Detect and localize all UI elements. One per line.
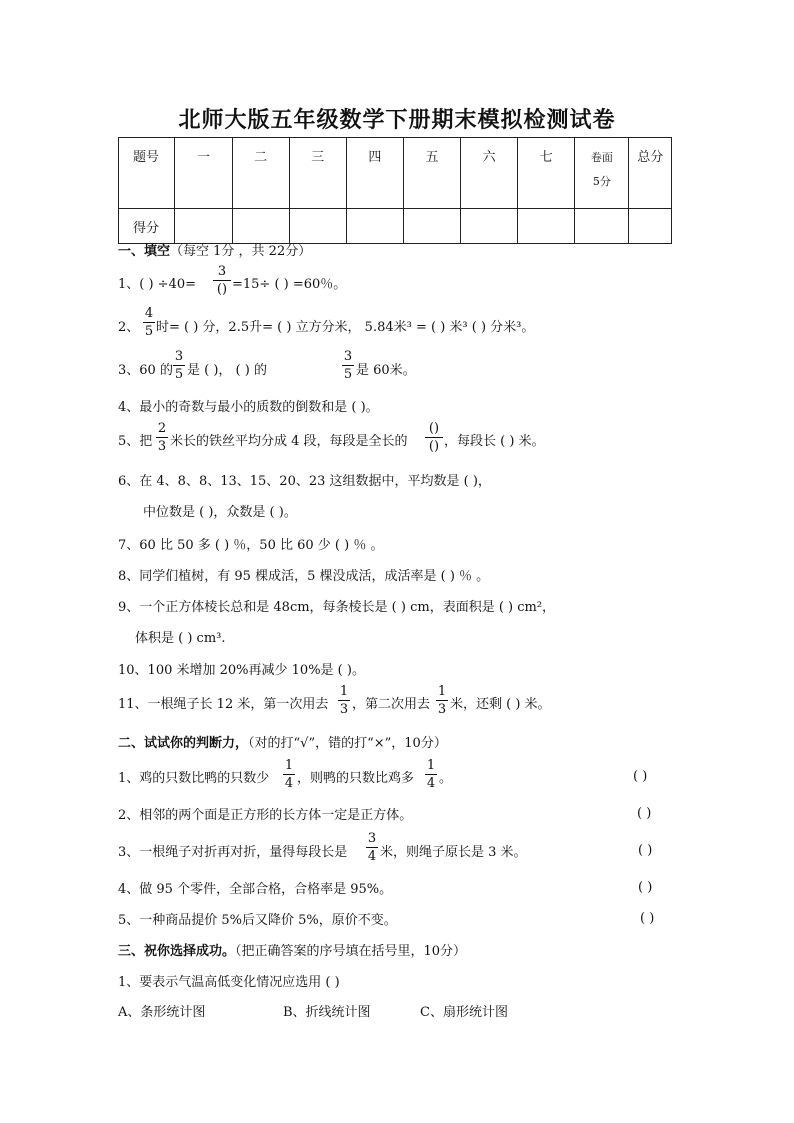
q9-line-1: 9、一个正方体棱长总和是 48cm，每条棱长是 ( ) cm，表面积是 ( ) cm²，: [118, 600, 556, 615]
j2-text: 2、相邻的两个面是正方形的长方体一定是正方体。: [118, 808, 413, 823]
j4-text: 4、做 95 个零件，全部合格，合格率是 95%。: [118, 882, 393, 897]
q6-line-1: 6、在 4、8、8、13、15、20、23 这组数据中，平均数是 ( )，: [118, 474, 491, 489]
section-1-note: （每空 1分 ，共 22分）: [170, 244, 312, 259]
page-title: 北师大版五年级数学下册期末模拟检测试卷: [178, 107, 616, 133]
q2-fraction: [143, 306, 155, 339]
q11-num: 1: [339, 684, 349, 699]
j1-part-b: ，则鸭的只数比鸡多: [297, 771, 415, 786]
score-cell[interactable]: [518, 209, 575, 244]
q3-fraction-1: [173, 349, 185, 382]
q1-part-b: =15÷ ( ) =60％。: [232, 277, 347, 292]
q1-den: (): [216, 282, 228, 297]
j3-answer-paren[interactable]: ( ): [638, 843, 653, 858]
q3-part-c: 是 60米。: [356, 363, 416, 378]
q10-text: 10、100 米增加 20%再减少 10%是 ( )。: [118, 663, 365, 678]
q11-num: 1: [437, 684, 447, 699]
q7-text: 7、60 比 50 多 ( ) ％，50 比 60 少 ( ) ％ 。: [118, 538, 384, 553]
q11-part-b: ，第二次用去: [352, 697, 431, 712]
neatness-label: 卷面: [590, 151, 613, 164]
q2-num: 4: [144, 306, 154, 321]
j1-fraction-1: [283, 758, 295, 791]
q5-part-a: 5、把: [118, 434, 153, 449]
j1-den: 4: [284, 776, 294, 791]
q4-text: 4、最小的奇数与最小的质数的倒数和是 ( )。: [118, 400, 379, 415]
q3-num: 3: [343, 349, 353, 364]
score-header-6: 六: [461, 138, 518, 209]
q2-den: 5: [144, 324, 154, 339]
score-header-7: 七: [518, 138, 575, 209]
q1-num: 3: [217, 264, 227, 279]
section-1-title: 一、填空: [118, 244, 171, 259]
j3-num: 3: [367, 831, 377, 846]
q11-den: 3: [437, 702, 447, 717]
score-table: [118, 137, 672, 244]
j1-den: 4: [426, 776, 436, 791]
q5-fraction-1: [156, 421, 168, 454]
score-cell[interactable]: [629, 209, 672, 244]
q5-num2: (): [428, 421, 440, 436]
score-cell[interactable]: [403, 209, 460, 244]
q5-den2: (): [428, 439, 440, 454]
q11-part-a: 11、一根绳子长 12 米，第一次用去: [118, 697, 329, 712]
j5-text: 5、一种商品提价 5%后又降价 5%，原价不变。: [118, 913, 397, 928]
section-3-title: 三、祝你选择成功。: [118, 944, 236, 959]
score-cell[interactable]: [461, 209, 518, 244]
c1-option-a[interactable]: A、条形统计图: [118, 1005, 206, 1020]
j5-answer-paren[interactable]: ( ): [640, 911, 655, 926]
q5-part-b: 米长的铁丝平均分成 4 段，每段是全长的: [170, 434, 408, 449]
j3-part-b: 米，则绳子原长是 3 米。: [380, 845, 527, 860]
score-cell[interactable]: [232, 209, 289, 244]
q5-den: 3: [157, 439, 167, 454]
q11-part-c: 米，还剩 ( ) 米。: [450, 697, 551, 712]
q3-part-b: 是 ( )， ( ) 的: [187, 363, 267, 378]
score-cell[interactable]: [575, 209, 629, 244]
q2-text: 时= ( ) 分，2.5升= ( ) 立方分米， 5.84米³ = ( ) 米³ ( ) 分米³。: [156, 320, 535, 335]
score-header-label: 题号: [119, 138, 175, 209]
section-2-note: （对的打“√”，错的打“×”，10分）: [248, 736, 447, 751]
neatness-points: 5分: [592, 175, 611, 188]
section-2-title: 二、试试你的判断力，: [118, 736, 249, 751]
section-3-note: （把正确答案的序号填在括号里，10分）: [235, 944, 467, 959]
j2-answer-paren[interactable]: ( ): [637, 806, 652, 821]
q1-fraction: [213, 264, 231, 297]
j1-num: 1: [284, 758, 294, 773]
j3-part-a: 3、一根绳子对折再对折，量得每段长是: [118, 845, 348, 860]
j1-answer-paren[interactable]: ( ): [633, 769, 648, 784]
j1-part-a: 1、鸡的只数比鸭的只数少: [118, 771, 270, 786]
score-cell[interactable]: [346, 209, 403, 244]
score-header-4: 四: [346, 138, 403, 209]
q3-part-a: 3、60 的: [118, 363, 173, 378]
score-cell[interactable]: [175, 209, 232, 244]
c1-text: 1、要表示气温高低变化情况应选用 ( ): [118, 975, 340, 990]
j4-answer-paren[interactable]: ( ): [638, 880, 653, 895]
q11-den: 3: [339, 702, 349, 717]
q11-fraction-1: [338, 684, 350, 717]
q1-part-a: 1、( ) ÷40=: [118, 277, 197, 292]
score-header-total: 总分: [629, 138, 672, 209]
q9-line-2: 体积是 ( ) cm³.: [135, 631, 226, 646]
score-cell[interactable]: [289, 209, 346, 244]
q5-part-c: ，每段长 ( ) 米。: [444, 434, 545, 449]
j3-den: 4: [367, 849, 377, 864]
c1-option-c[interactable]: C、扇形统计图: [420, 1005, 508, 1020]
score-header-3: 三: [289, 138, 346, 209]
q3-den: 5: [174, 367, 184, 382]
score-header-5: 五: [403, 138, 460, 209]
section-3-heading: [118, 942, 466, 962]
section-2-heading: [118, 734, 447, 754]
score-header-1: 一: [175, 138, 232, 209]
q11-fraction-2: [436, 684, 448, 717]
score-header-2: 二: [232, 138, 289, 209]
section-1-heading: [118, 242, 311, 262]
q5-num: 2: [157, 421, 167, 436]
q8-text: 8、同学们植树，有 95 棵成活，5 棵没成活，成活率是 ( ) ％ 。: [118, 569, 490, 584]
q3-fraction-2: [342, 349, 354, 382]
score-header-neatness: [575, 138, 629, 209]
j1-part-c: 。: [439, 771, 453, 786]
q6-line-2: 中位数是 ( )，众数是 ( )。: [143, 505, 297, 520]
j1-num: 1: [426, 758, 436, 773]
j3-fraction: [366, 831, 378, 864]
q2-prefix: 2、: [118, 320, 140, 335]
score-row-label: 得分: [119, 209, 175, 244]
j1-fraction-2: [425, 758, 437, 791]
q3-den: 5: [343, 367, 353, 382]
q3-num: 3: [174, 349, 184, 364]
q5-fraction-2: [425, 421, 443, 454]
c1-option-b[interactable]: B、折线统计图: [283, 1005, 371, 1020]
